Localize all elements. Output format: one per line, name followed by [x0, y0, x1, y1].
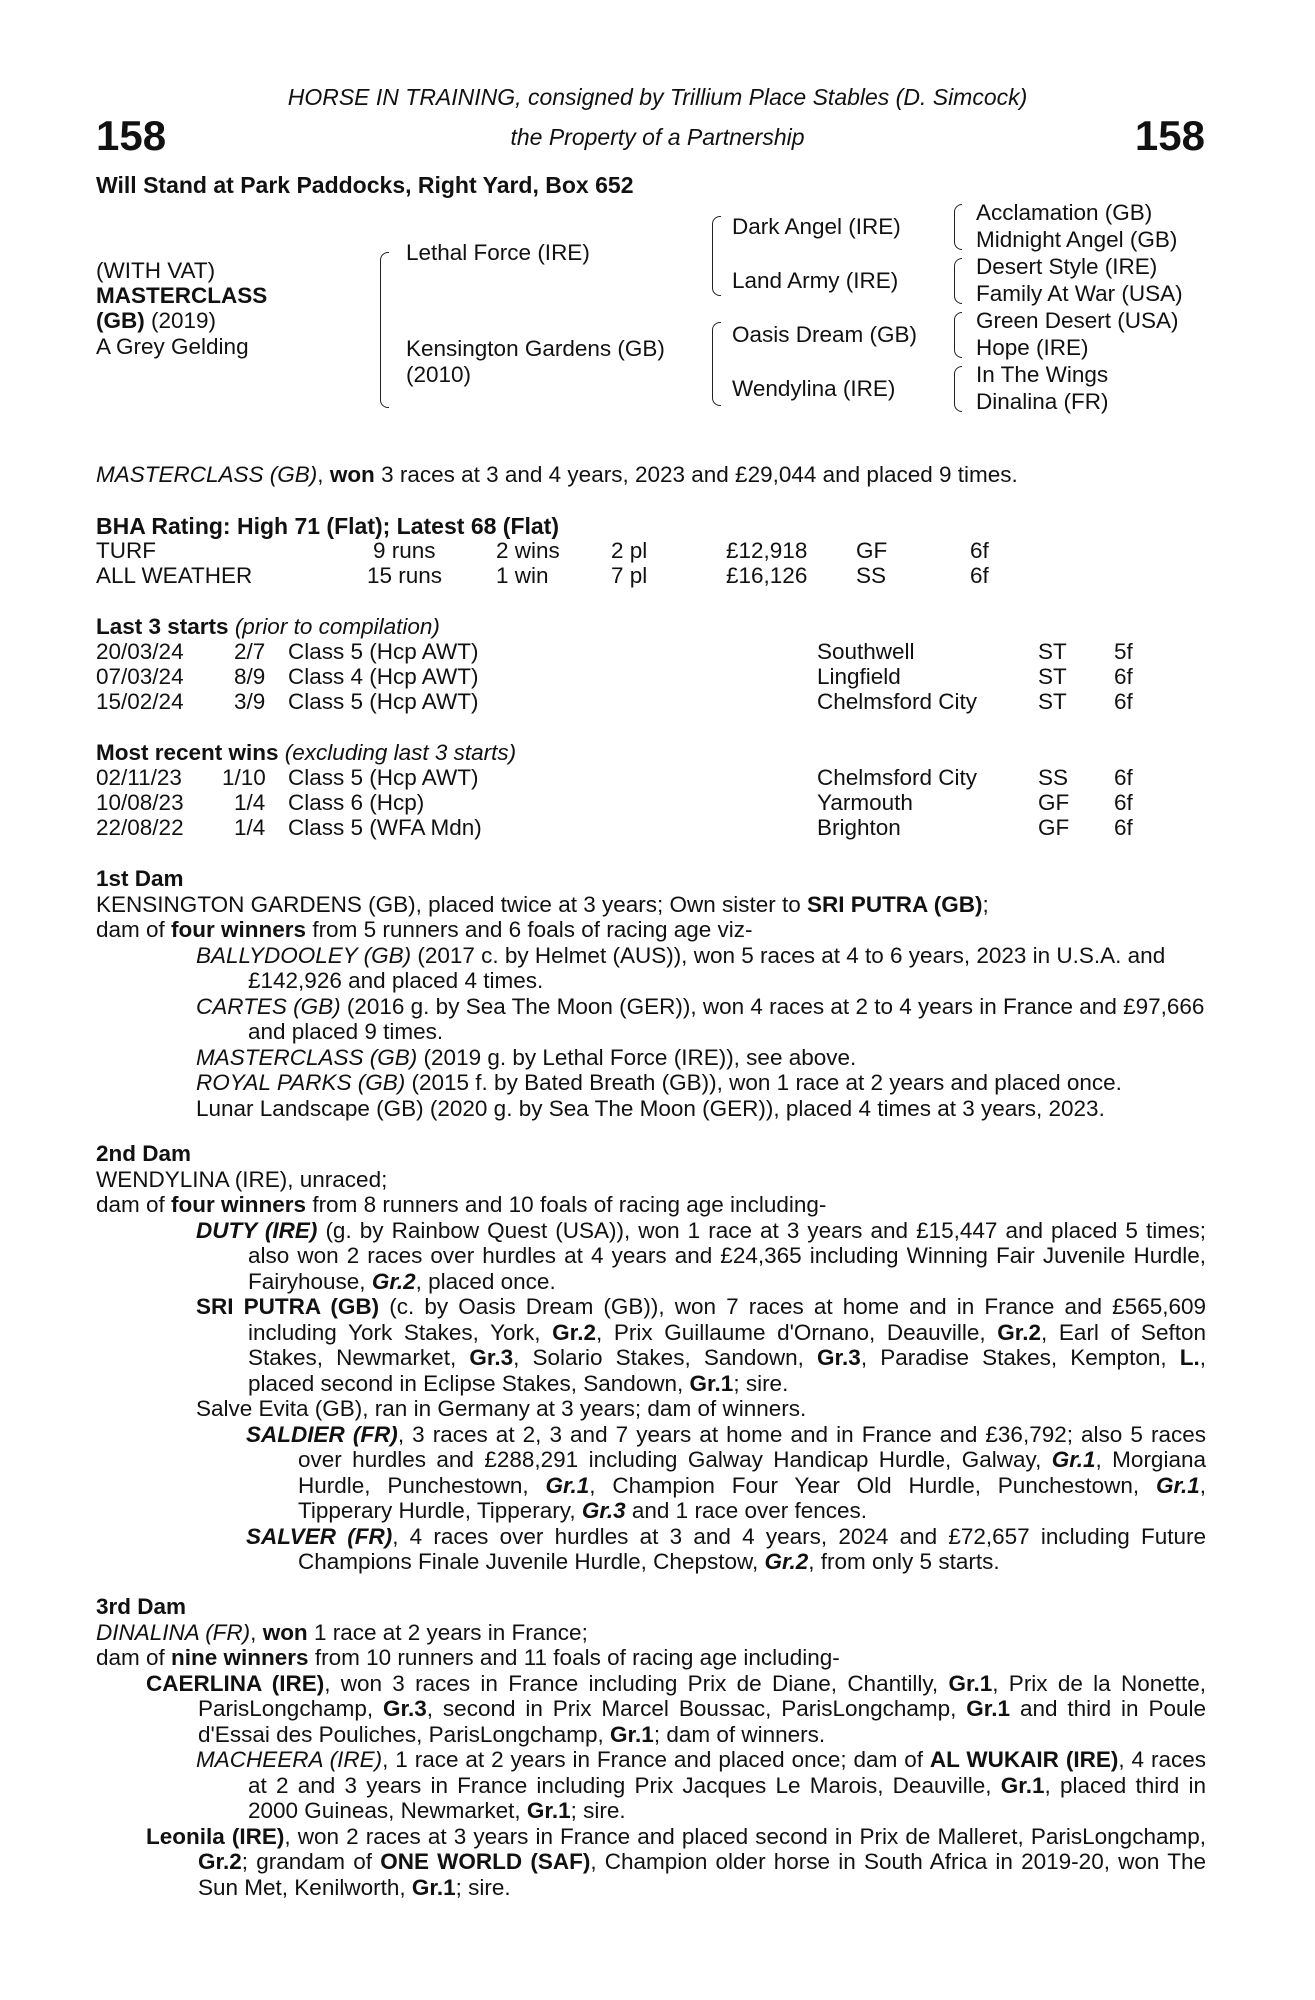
- horse-name: MASTERCLASS: [96, 283, 268, 308]
- produce-duty: DUTY (IRE) (g. by Rainbow Quest (USA)), won 1 race at 3 years and £15,447 and placed 5 times; also won 2 races over hurdles at 4 years and £24,365 including Winning Fair Juvenile Hurdle, Fairyhouse, Gr.2, placed once.: [196, 1217, 1206, 1294]
- start-date: 15/02/24: [96, 689, 184, 714]
- produce-macheera: MACHEERA (IRE), 1 race at 2 years in France and placed once; dam of AL WUKAIR (IRE), 4 races at 2 and 3 years in France including Prix Jacques Le Marois, Deauville, Gr.1, placed third in 2000 Guineas, Newmarket, Gr.1; sire.: [196, 1747, 1206, 1823]
- win-going: GF: [1038, 815, 1070, 840]
- rating-earnings: £12,918: [726, 538, 808, 563]
- consignor-line: HORSE IN TRAINING, consigned by Trillium Place Stables (D. Simcock): [287, 84, 1028, 110]
- pedigree-g6: Hope (IRE): [976, 335, 1089, 360]
- start-course: Southwell: [817, 639, 915, 664]
- start-date: 20/03/24: [96, 639, 184, 664]
- horse-origin-year: (GB) (2019): [96, 308, 217, 333]
- last3-title: Last 3 starts (prior to compilation): [96, 614, 440, 639]
- second-dam-section: [96, 1141, 1206, 1575]
- start-going: ST: [1038, 664, 1067, 689]
- lot-number-right: 158: [1134, 112, 1205, 159]
- win-class: Class 6 (Hcp): [288, 790, 425, 815]
- win-distance: 6f: [1114, 790, 1133, 815]
- pedigree-g5: Green Desert (USA): [976, 308, 1179, 333]
- pedigree-sire-sire: Dark Angel (IRE): [732, 214, 901, 239]
- pedigree-g8: Dinalina (FR): [976, 389, 1109, 414]
- pedigree-dam: Kensington Gardens (GB): [406, 336, 665, 361]
- second-dam-intro: WENDYLINA (IRE), unraced;: [96, 1166, 388, 1192]
- third-dam-produce-line: dam of nine winners from 10 runners and 11 foals of racing age including-: [96, 1645, 840, 1670]
- rating-surface: ALL WEATHER: [96, 563, 253, 588]
- start-distance: 5f: [1114, 639, 1133, 664]
- first-dam-produce-line: dam of four winners from 5 runners and 6 foals of racing age viz-: [96, 917, 753, 942]
- rating-going: SS: [856, 563, 887, 588]
- rating-distance: 6f: [970, 563, 989, 588]
- pedigree-g1: Acclamation (GB): [976, 200, 1153, 225]
- produce-caerlina: CAERLINA (IRE), won 3 races in France including Prix de Diane, Chantilly, Gr.1, Prix de la Nonette, ParisLongchamp, Gr.3, second in Prix Marcel Boussac, ParisLongchamp, Gr.1 and third in Poule d'Essai des Pouliches, ParisLongchamp, Gr.1; dam of winners.: [146, 1670, 1207, 1747]
- pedigree-sire: Lethal Force (IRE): [406, 240, 590, 265]
- location-line: Will Stand at Park Paddocks, Right Yard, Box 652: [96, 172, 634, 198]
- win-date: 10/08/23: [96, 790, 184, 815]
- start-position: 2/7: [234, 639, 266, 664]
- win-going: SS: [1038, 765, 1069, 790]
- win-position: 1/10: [222, 765, 266, 790]
- win-date: 02/11/23: [96, 765, 182, 790]
- pedigree-dam-sire: Oasis Dream (GB): [732, 322, 918, 347]
- start-class: Class 5 (Hcp AWT): [288, 639, 479, 664]
- win-distance: 6f: [1114, 765, 1133, 790]
- produce-sri-putra: SRI PUTRA (GB) (c. by Oasis Dream (GB)), won 7 races at home and in France and £565,609 including York Stakes, York, Gr.2, Prix Guillaume d'Ornano, Deauville, Gr.2, Earl of Sefton Stakes, Newmarket, Gr.3, Solario Stakes, Sandown, Gr.3, Paradise Stakes, Kempton, L., placed second in Eclipse Stakes, Sandown, Gr.1; sire.: [196, 1294, 1207, 1396]
- win-course: Chelmsford City: [817, 765, 978, 790]
- start-course: Lingfield: [817, 664, 901, 689]
- pedigree-sire-dam: Land Army (IRE): [732, 268, 899, 293]
- produce-salver: SALVER (FR), 4 races over hurdles at 3 and 4 years, 2024 and £72,657 including Future Champions Finale Juvenile Hurdle, Chepstow, Gr.2, from only 5 starts.: [246, 1523, 1206, 1574]
- win-course: Brighton: [817, 815, 901, 840]
- pedigree-g7: In The Wings: [976, 362, 1109, 387]
- rating-distance: 6f: [970, 538, 989, 563]
- property-line: the Property of a Partnership: [510, 124, 805, 150]
- pedigree-brace-g2: [954, 258, 962, 304]
- race-summary: MASTERCLASS (GB), won 3 races at 3 and 4 years, 2023 and £29,044 and placed 9 times.: [96, 462, 1018, 487]
- produce-ballydooley: BALLYDOOLEY (GB) (2017 c. by Helmet (AUS)), won 5 races at 4 to 6 years, 2023 in U.S.A. and £142,926 and placed 4 times.: [196, 942, 1166, 993]
- rating-runs: 15 runs: [367, 563, 443, 588]
- pedigree-brace-g3: [954, 312, 962, 358]
- recent-wins-title: Most recent wins (excluding last 3 starts): [96, 740, 517, 765]
- first-dam-title: 1st Dam: [96, 866, 184, 891]
- rating-runs: 9 runs: [373, 538, 436, 563]
- win-class: Class 5 (WFA Mdn): [288, 815, 482, 840]
- vat-note: (WITH VAT): [96, 258, 216, 283]
- rating-going: GF: [856, 538, 888, 563]
- rating-wins: 1 win: [496, 563, 549, 588]
- win-date: 22/08/22: [96, 815, 184, 840]
- start-class: Class 5 (Hcp AWT): [288, 689, 479, 714]
- pedigree-brace-g4: [954, 366, 962, 412]
- pedigree-g4: Family At War (USA): [976, 281, 1183, 306]
- lot-number-left: 158: [96, 112, 167, 159]
- pedigree-brace-main: [380, 252, 389, 408]
- pedigree-g3: Desert Style (IRE): [976, 254, 1158, 279]
- pedigree-brace-dam: [712, 322, 721, 406]
- first-dam-section: [96, 866, 1206, 1121]
- win-position: 1/4: [234, 790, 266, 815]
- win-distance: 6f: [1114, 815, 1133, 840]
- rating-earnings: £16,126: [726, 563, 808, 588]
- win-going: GF: [1038, 790, 1070, 815]
- produce-salve-evita: Salve Evita (GB), ran in Germany at 3 years; dam of winners.: [196, 1396, 807, 1421]
- pedigree-brace-g1: [954, 204, 962, 250]
- produce-masterclass: MASTERCLASS (GB) (2019 g. by Lethal Force (IRE)), see above.: [196, 1044, 857, 1070]
- win-course: Yarmouth: [817, 790, 913, 815]
- third-dam-section: [96, 1594, 1206, 1900]
- start-date: 07/03/24: [96, 664, 184, 689]
- third-dam-intro: DINALINA (FR), won 1 race at 2 years in France;: [96, 1619, 588, 1645]
- pedigree-dam-year: (2010): [406, 362, 472, 387]
- produce-leonila: Leonila (IRE), won 2 races at 3 years in France and placed second in Prix de Malleret, ParisLongchamp, Gr.2; grandam of ONE WORLD (SAF), Champion older horse in South Africa in 2019-20, won The Sun Met, Kenilworth, Gr.1; sire.: [146, 1823, 1206, 1900]
- start-class: Class 4 (Hcp AWT): [288, 664, 479, 689]
- start-course: Chelmsford City: [817, 689, 978, 714]
- start-distance: 6f: [1114, 664, 1133, 689]
- start-position: 3/9: [234, 689, 266, 714]
- rating-placed: 2 pl: [611, 538, 648, 563]
- rating-surface: TURF: [96, 538, 156, 563]
- produce-cartes: CARTES (GB) (2016 g. by Sea The Moon (GER)), won 4 races at 2 to 4 years in France and £97,666 and placed 9 times.: [196, 993, 1205, 1044]
- rating-placed: 7 pl: [611, 563, 648, 588]
- start-position: 8/9: [234, 664, 266, 689]
- rating-title: BHA Rating: High 71 (Flat); Latest 68 (Flat): [96, 513, 559, 539]
- produce-saldier: SALDIER (FR), 3 races at 2, 3 and 7 years at home and in France and £36,792; also 5 races over hurdles and £288,291 including Galway Handicap Hurdle, Galway, Gr.1, Morgiana Hurdle, Punchestown, Gr.1, Champion Four Year Old Hurdle, Punchestown, Gr.1, Tipperary Hurdle, Tipperary, Gr.3 and 1 race over fences.: [246, 1421, 1206, 1523]
- rating-wins: 2 wins: [496, 538, 560, 563]
- start-going: ST: [1038, 689, 1067, 714]
- produce-royal-parks: ROYAL PARKS (GB) (2015 f. by Bated Breath (GB)), won 1 race at 2 years and placed once.: [196, 1070, 1122, 1095]
- win-class: Class 5 (Hcp AWT): [288, 765, 479, 790]
- start-distance: 6f: [1114, 689, 1133, 714]
- start-going: ST: [1038, 639, 1067, 664]
- win-position: 1/4: [234, 815, 266, 840]
- third-dam-title: 3rd Dam: [96, 1594, 187, 1619]
- first-dam-intro: KENSINGTON GARDENS (GB), placed twice at 3 years; Own sister to SRI PUTRA (GB);: [96, 891, 989, 917]
- second-dam-title: 2nd Dam: [96, 1141, 192, 1166]
- pedigree-brace-sire: [712, 216, 721, 296]
- pedigree-dam-dam: Wendylina (IRE): [732, 376, 896, 401]
- pedigree-g2: Midnight Angel (GB): [976, 227, 1178, 252]
- produce-lunar-landscape: Lunar Landscape (GB) (2020 g. by Sea The Moon (GER)), placed 4 times at 3 years, 2023.: [196, 1095, 1105, 1121]
- second-dam-produce-line: dam of four winners from 8 runners and 10 foals of racing age including-: [96, 1192, 827, 1217]
- horse-description: A Grey Gelding: [96, 334, 249, 359]
